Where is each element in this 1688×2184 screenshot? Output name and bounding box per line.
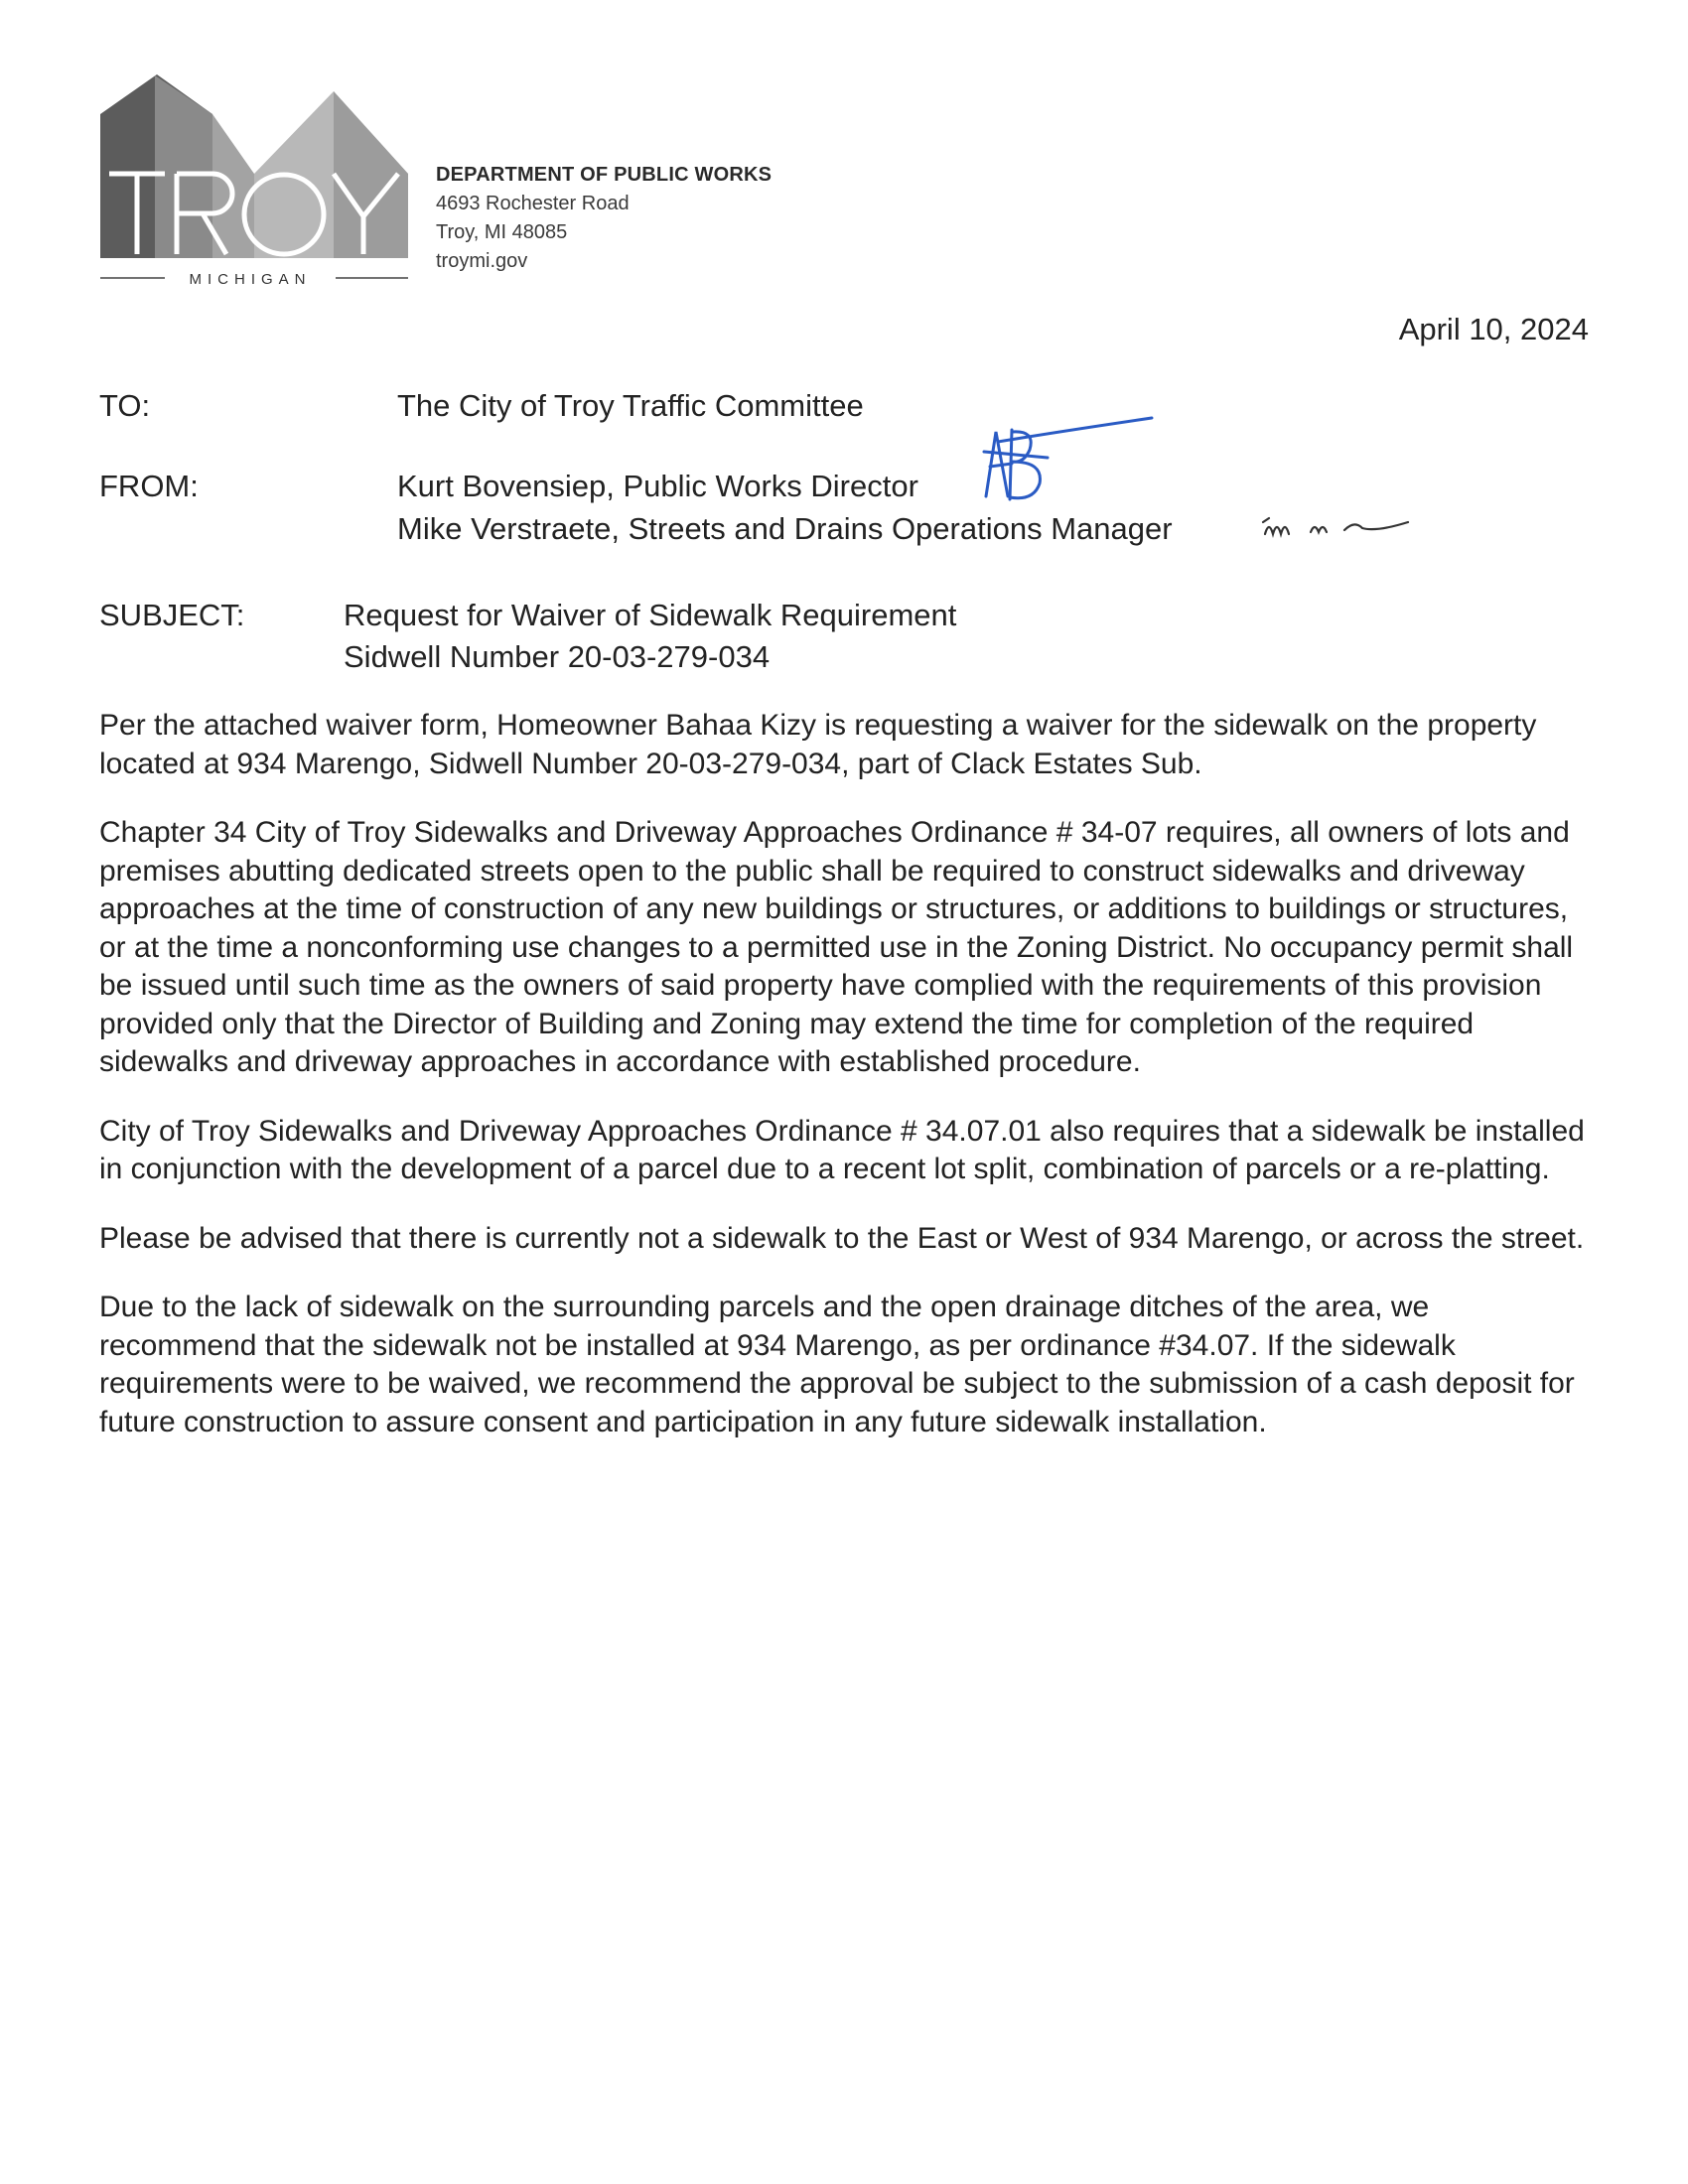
- subject-label: SUBJECT:: [99, 598, 245, 632]
- to-label: TO:: [99, 388, 151, 423]
- paragraph-waiver-request: Per the attached waiver form, Homeowner Bahaa Kizy is requesting a waiver for the sidewalk on the property located at 934 Marengo, Sidwell Number 20-03-279-034, part of Clack Estates Sub.: [99, 709, 1537, 780]
- paragraph-no-adjacent-sidewalk: Please be advised that there is currently not a sidewalk to the East or West of 934 Marengo, or across the street.: [99, 1221, 1585, 1255]
- from-line-1: Kurt Bovensiep, Public Works Director: [397, 469, 918, 503]
- from-line-2: Mike Verstraete, Streets and Drains Operations Manager: [397, 511, 1173, 546]
- to-value: The City of Troy Traffic Committee: [397, 388, 864, 423]
- director-signature: [978, 412, 1157, 511]
- troy-logo: [95, 69, 413, 290]
- logo-subtext: MICHIGAN: [189, 271, 312, 288]
- memo-body: [99, 707, 1589, 1472]
- paragraph-ordinance-34-07: Chapter 34 City of Troy Sidewalks and Driveway Approaches Ordinance # 34-07 requires, all owners of lots and premises abutting dedicated streets open to the public shall be required to construct sidewalks and driveway approaches at the time of construction of any new buildings or structures, or additions to buildings or structures, or at the time a nonconforming use changes to a permitted use in the Zoning District. No occupancy permit shall be issued until such time as the owners of said property have complied with the requirements of this provision provided only that the Director of Building and Zoning may extend the time for completion of the required sidewalks and driveway approaches in accordance with established procedure.: [99, 816, 1574, 1078]
- letterhead: [95, 69, 830, 298]
- address-line-2: Troy, MI 48085: [436, 221, 568, 243]
- subject-line-1: Request for Waiver of Sidewalk Requirement: [344, 598, 957, 632]
- paragraph-recommendation: Due to the lack of sidewalk on the surrounding parcels and the open drainage ditches of the area, we recommend that the sidewalk not be installed at 934 Marengo, as per ordinance #34.07. If the sidewalk requirements were to be waived, we recommend the approval be subject to the submission of a cash deposit for future construction to assure consent and participation in any future sidewalk installation.: [99, 1291, 1575, 1438]
- website: troymi.gov: [436, 250, 528, 272]
- paragraph-ordinance-34-07-01: City of Troy Sidewalks and Driveway Approaches Ordinance # 34.07.01 also requires that a sidewalk be installed in conjunction with the development of a parcel due to a recent lot split, combination of parcels or a re-platting.: [99, 1114, 1585, 1185]
- address-line-1: 4693 Rochester Road: [436, 193, 630, 214]
- manager-initials: [1259, 506, 1418, 546]
- department-address-block: [436, 161, 772, 276]
- department-name: DEPARTMENT OF PUBLIC WORKS: [436, 164, 773, 186]
- memo-date: April 10, 2024: [1398, 312, 1589, 346]
- from-label: FROM:: [99, 469, 199, 503]
- subject-line-2: Sidwell Number 20-03-279-034: [344, 639, 771, 674]
